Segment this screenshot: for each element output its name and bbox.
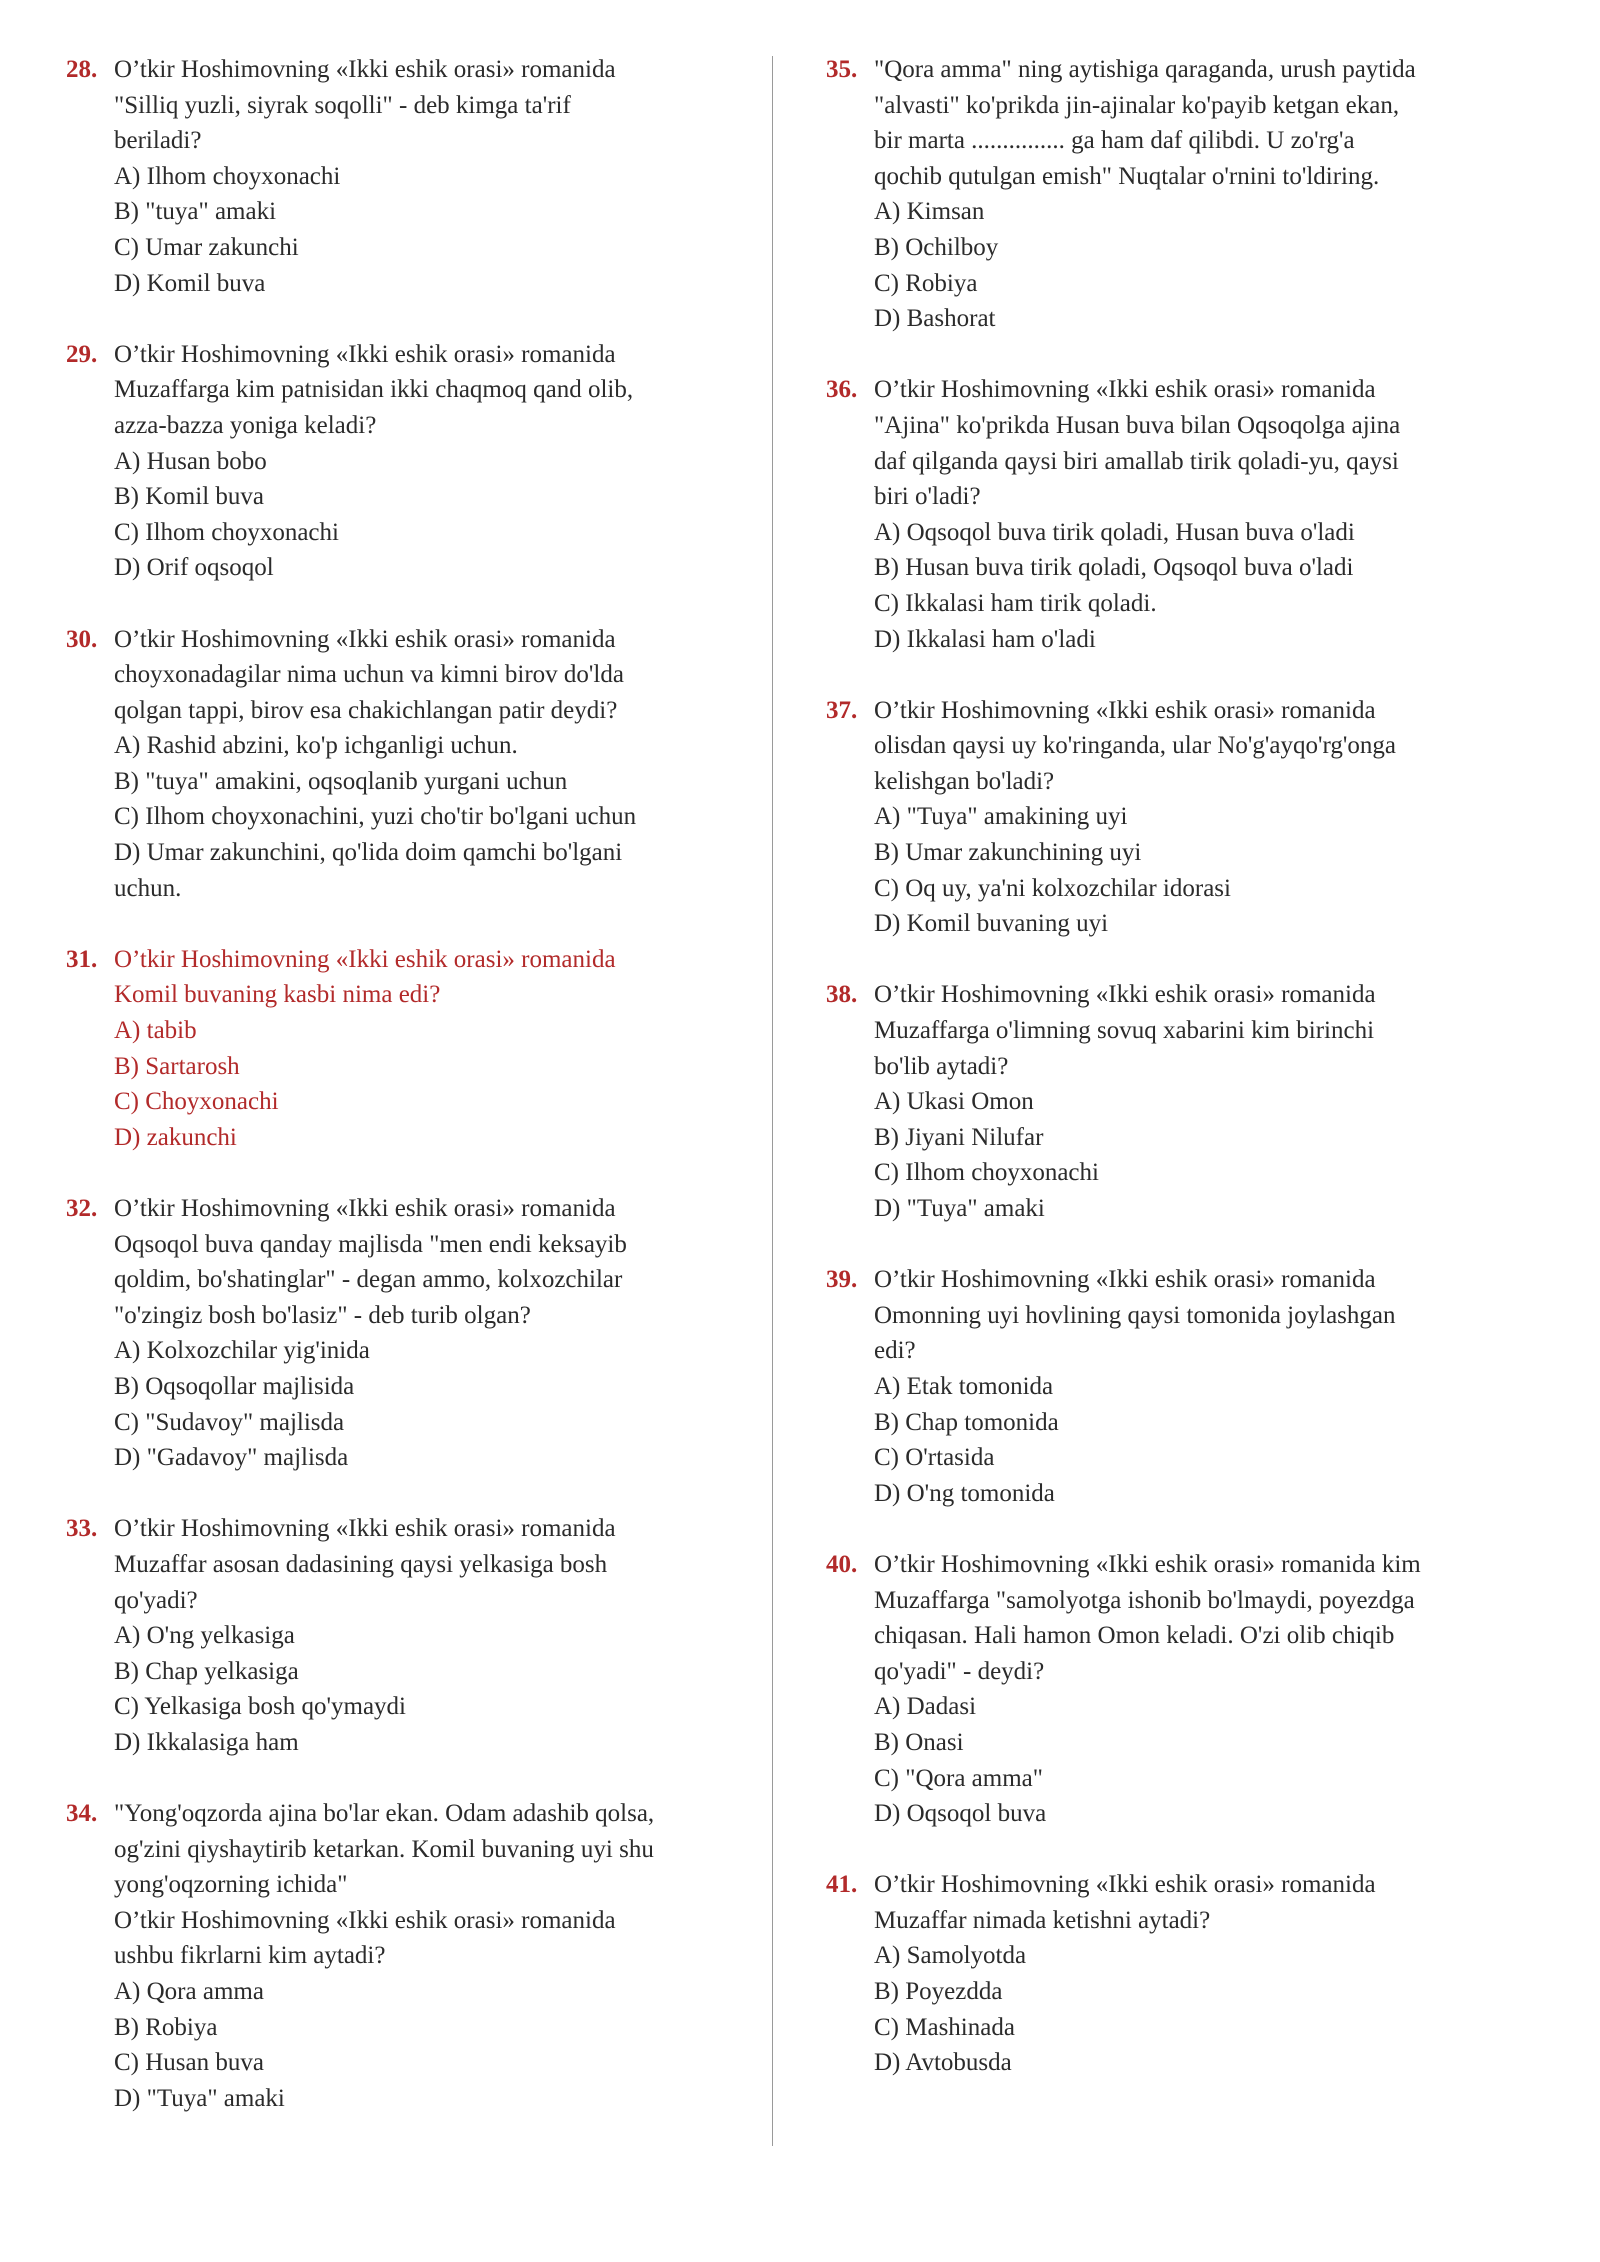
answer-option-b: B) Oqsoqollar majlisida <box>114 1372 355 1400</box>
answer-option-c: C) Mashinada <box>874 2013 1015 2041</box>
answer-option-b: B) Umar zakunchining uyi <box>874 839 1142 867</box>
question-30 <box>66 622 706 907</box>
question-number: 41. <box>826 1871 858 1899</box>
question-32 <box>66 1191 706 1476</box>
question-text: O’tkir Hoshimovning «Ikki eshik orasi» romanida Omonning uyi hovlining qaysi tomonida joylashgan edi? <box>874 1266 1396 1365</box>
question-text: O’tkir Hoshimovning «Ikki eshik orasi» romanida Komil buvaning kasbi nima edi? <box>114 945 616 1009</box>
answer-option-c: C) Ikkalasi ham tirik qoladi. <box>874 589 1157 617</box>
answer-option-a: A) Oqsoqol buva tirik qoladi, Husan buva o'ladi <box>874 518 1355 546</box>
question-text: "Yong'oqzorda ajina bo'lar ekan. Odam adashib qolsa, og'zini qiyshaytirib ketarkan. Komil buvaning uyi shu yong'oqzorning ichida" O’tkir Hoshimovning «Ikki eshik orasi» romanida ushbu fikrlarni kim aytadi? <box>114 1800 655 1970</box>
answer-option-b: B) Komil buva <box>114 483 264 511</box>
question-number: 37. <box>826 696 858 724</box>
answer-option-d: D) Komil buva <box>114 269 266 297</box>
answer-option-b: B) Chap yelkasiga <box>114 1657 299 1685</box>
answer-option-b: B) Chap tomonida <box>874 1408 1059 1436</box>
question-number: 32. <box>66 1195 98 1222</box>
question-29 <box>66 337 706 586</box>
answer-option-c: C) O'rtasida <box>874 1444 995 1472</box>
question-text: O’tkir Hoshimovning «Ikki eshik orasi» romanida kim Muzaffarga "samolyotga ishonib bo'lmaydi, poyezdga chiqasan. Hali hamon Omon keladi. O'zi olib chiqib qo'yadi" - deydi? <box>874 1550 1421 1685</box>
answer-option-c: C) Yelkasiga bosh qo'ymaydi <box>114 1693 407 1721</box>
question-number: 29. <box>66 340 98 368</box>
answer-option-b: B) Onasi <box>874 1728 964 1756</box>
answer-option-d: D) Ikkalasi ham o'ladi <box>874 625 1096 653</box>
answer-option-b: B) Ochilboy <box>874 233 999 261</box>
answer-option-c: C) Ilhom choyxonachi <box>114 518 339 546</box>
question-text: O’tkir Hoshimovning «Ikki eshik orasi» romanida olisdan qaysi uy ko'ringanda, ular No'g'ayqo'rg'onga kelishgan bo'ladi? <box>874 696 1396 795</box>
answer-option-c: C) Ilhom choyxonachi <box>874 1159 1099 1187</box>
answer-option-b: B) Poyezdda <box>874 1978 1003 2006</box>
answer-option-a: A) "Tuya" amakining uyi <box>874 803 1128 831</box>
question-number: 40. <box>826 1550 858 1578</box>
answer-option-a: A) Husan bobo <box>114 447 267 475</box>
question-number: 39. <box>826 1266 858 1294</box>
answer-option-b: B) Robiya <box>114 2013 218 2041</box>
question-39 <box>826 1262 1466 1511</box>
question-number: 35. <box>826 56 858 83</box>
question-number: 34. <box>66 1800 98 1828</box>
answer-option-d: D) zakunchi <box>114 1123 237 1151</box>
question-text: O’tkir Hoshimovning «Ikki eshik orasi» romanida Muzaffar asosan dadasining qaysi yelkasiga bosh qo'yadi? <box>114 1515 616 1614</box>
question-text: O’tkir Hoshimovning «Ikki eshik orasi» romanida "Silliq yuzli, siyrak soqolli" - deb kimga ta'rif beriladi? <box>114 56 616 155</box>
answer-option-d: D) "Tuya" amaki <box>874 1195 1045 1222</box>
answer-option-a: A) Kimsan <box>874 198 985 226</box>
question-40 <box>826 1547 1466 1832</box>
answer-option-a: A) O'ng yelkasiga <box>114 1622 295 1650</box>
answer-option-a: A) Ilhom choyxonachi <box>114 162 341 190</box>
answer-option-c: C) Ilhom choyxonachini, yuzi cho'tir bo'lgani uchun <box>114 803 637 831</box>
question-number: 33. <box>66 1515 98 1543</box>
answer-option-a: A) Qora amma <box>114 1978 264 2006</box>
answer-option-c: C) "Qora amma" <box>874 1764 1043 1792</box>
answer-option-d: D) Orif oqsoqol <box>114 554 274 582</box>
answer-option-b: B) Husan buva tirik qoladi, Oqsoqol buva o'ladi <box>874 554 1354 582</box>
answer-option-d: D) Umar zakunchini, qo'lida doim qamchi bo'lgani uchun. <box>114 839 623 902</box>
answer-option-a: A) Etak tomonida <box>874 1372 1054 1400</box>
answer-option-d: D) O'ng tomonida <box>874 1479 1055 1507</box>
answer-option-d: D) Bashorat <box>874 305 996 333</box>
answer-option-c: C) Choyxonachi <box>114 1088 279 1116</box>
question-37 <box>826 693 1466 942</box>
answer-option-c: C) Oq uy, ya'ni kolxozchilar idorasi <box>874 874 1231 902</box>
question-number: 30. <box>66 625 98 653</box>
question-34 <box>66 1796 706 2116</box>
question-35 <box>826 52 1466 337</box>
question-text: O’tkir Hoshimovning «Ikki eshik orasi» romanida choyxonadagilar nima uchun va kimni birov do'lda qolgan tappi, birov esa chakichlangan patir deydi? <box>114 625 624 724</box>
question-28 <box>66 52 706 301</box>
answer-option-b: B) "tuya" amaki <box>114 198 277 226</box>
answer-option-c: C) Husan buva <box>114 2049 264 2077</box>
answer-option-c: C) Umar zakunchi <box>114 233 299 261</box>
answer-option-a: A) Ukasi Omon <box>874 1088 1034 1116</box>
answer-option-a: A) Rashid abzini, ko'p ichganligi uchun. <box>114 732 518 760</box>
question-36 <box>826 372 1466 657</box>
question-text: O’tkir Hoshimovning «Ikki eshik orasi» romanida Muzaffar nimada ketishni aytadi? <box>874 1871 1376 1934</box>
question-31 <box>66 942 706 1156</box>
answer-option-d: D) Komil buvaning uyi <box>874 910 1109 938</box>
answer-option-d: D) Oqsoqol buva <box>874 1800 1047 1828</box>
answer-option-c: C) Robiya <box>874 269 978 297</box>
answer-option-d: D) "Gadavoy" majlisda <box>114 1444 349 1472</box>
answer-option-c: C) "Sudavoy" majlisda <box>114 1408 345 1436</box>
question-38 <box>826 977 1466 1226</box>
answer-option-d: D) Avtobusda <box>874 2049 1012 2077</box>
answer-option-d: D) Ikkalasiga ham <box>114 1728 299 1756</box>
question-33 <box>66 1511 706 1760</box>
question-41 <box>826 1867 1466 2081</box>
question-number: 38. <box>826 981 858 1009</box>
answer-option-b: B) "tuya" amakini, oqsoqlanib yurgani uchun <box>114 767 568 795</box>
question-number: 36. <box>826 376 858 404</box>
question-text: O’tkir Hoshimovning «Ikki eshik orasi» romanida "Ajina" ko'prikda Husan buva bilan Oqsoqolga ajina daf qilganda qaysi biri amallab tirik qoladi-yu, qaysi biri o'ladi? <box>874 376 1401 511</box>
question-number: 31. <box>66 945 98 973</box>
answer-option-b: B) Sartarosh <box>114 1052 240 1080</box>
answer-option-a: A) Samolyotda <box>874 1942 1027 1970</box>
answer-option-b: B) Jiyani Nilufar <box>874 1123 1044 1151</box>
answer-option-d: D) "Tuya" amaki <box>114 2084 285 2112</box>
question-text: O’tkir Hoshimovning «Ikki eshik orasi» romanida Oqsoqol buva qanday majlisda "men endi keksayib qoldim, bo'shatinglar" - degan ammo, kolxozchilar "o'zingiz bosh bo'lasiz" - deb turib olgan? <box>114 1195 627 1329</box>
column-divider <box>772 56 773 2146</box>
question-text: "Qora amma" ning aytishiga qaraganda, urush paytida "alvasti" ko'prikda jin-ajinalar ko'payib ketgan ekan, bir marta ............... ga ham daf qilibdi. U zo'rg'a qochib qutulgan emish" Nuqtalar o'rnini to'ldiring. <box>874 56 1416 190</box>
right-column <box>826 52 1466 2116</box>
question-text: O’tkir Hoshimovning «Ikki eshik orasi» romanida Muzaffarga kim patnisidan ikki chaqmoq qand olib, azza-bazza yoniga keladi? <box>114 340 634 439</box>
answer-option-a: A) Kolxozchilar yig'inida <box>114 1337 370 1365</box>
question-text: O’tkir Hoshimovning «Ikki eshik orasi» romanida Muzaffarga o'limning sovuq xabarini kim birinchi bo'lib aytadi? <box>874 981 1376 1080</box>
left-column <box>66 52 706 2152</box>
answer-option-a: A) tabib <box>114 1017 197 1045</box>
question-number: 28. <box>66 56 98 83</box>
answer-option-a: A) Dadasi <box>874 1693 977 1721</box>
